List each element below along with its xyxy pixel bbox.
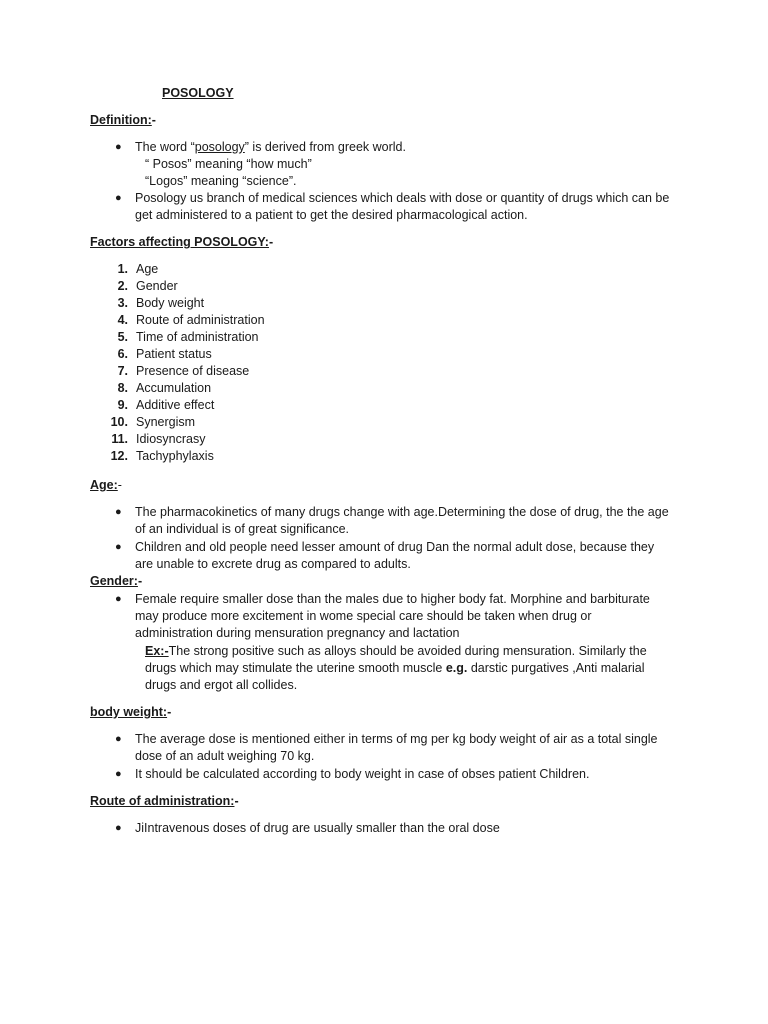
bullet-icon: ● (115, 541, 122, 553)
body-weight-b1-line2: dose of an adult weighing 70 kg. (135, 749, 315, 763)
gender-heading-text: Gender: (90, 574, 138, 588)
factors-heading-suffix: - (268, 235, 274, 249)
bullet-icon: ● (115, 593, 122, 605)
definition-b2-line2: get administered to a patient to get the desired pharmacological action. (135, 208, 528, 222)
logos-line: “Logos” meaning “science”. (145, 174, 297, 188)
definition-bullet-2 (0, 190, 768, 224)
gender-heading (90, 573, 142, 590)
list-item-text: Gender (136, 279, 178, 293)
list-item-text: Synergism (136, 415, 196, 429)
factors-heading (90, 234, 273, 251)
factors-list (0, 261, 768, 465)
list-item-number: 12. (110, 449, 128, 463)
list-item-number: 10. (110, 415, 128, 429)
age-heading-suffix: - (117, 478, 122, 492)
list-item-text: Body weight (136, 296, 205, 310)
age-heading-text: Age: (90, 478, 118, 492)
definition-b1-post: ” is derived from greek world. (244, 140, 406, 154)
body-weight-bullet-2 (0, 766, 768, 783)
age-b2-line1: Children and old people need lesser amount of drug Dan the normal adult dose, because they (135, 540, 655, 554)
posos-line: “ Posos” meaning “how much” (145, 157, 312, 171)
list-item-number: 2. (117, 279, 128, 293)
posology-underlined-word: posology (194, 140, 245, 154)
route-b1-line1: JiIntravenous doses of drug are usually smaller than the oral dose (135, 821, 500, 835)
list-item-text: Accumulation (136, 381, 212, 395)
list-item-text: Time of administration (136, 330, 259, 344)
page-title: POSOLOGY (162, 86, 234, 100)
list-item-text: Patient status (136, 347, 212, 361)
bullet-icon: ● (115, 733, 122, 745)
gender-b1-line1: Female require smaller dose than the males due to higher body fat. Morphine and barbiturate (135, 592, 650, 606)
bullet-icon: ● (115, 768, 122, 780)
gender-example-line1 (145, 643, 647, 660)
age-bullet-1 (0, 504, 768, 538)
bullet-icon: ● (115, 192, 122, 204)
body-weight-bullet-1 (0, 731, 768, 765)
list-item-text: Idiosyncrasy (136, 432, 206, 446)
age-b1-line2: of an individual is of great significance. (135, 522, 350, 536)
gender-example-line2 (145, 660, 645, 677)
body-weight-heading-text: body weight: (90, 705, 168, 719)
gender-example-line3: drugs and ergot all collides. (145, 678, 298, 692)
bullet-icon: ● (115, 822, 122, 834)
list-item-number: 4. (117, 313, 128, 327)
ex-label: Ex:- (145, 644, 169, 658)
ex-line2-post: darstic purgatives ,Anti malarial (467, 661, 645, 675)
gender-heading-suffix: - (137, 574, 143, 588)
list-item-number: 5. (117, 330, 128, 344)
list-item-number: 9. (117, 398, 128, 412)
ex-line2-pre: drugs which may stimulate the uterine smooth muscle (145, 661, 446, 675)
age-heading (90, 477, 122, 494)
bullet-icon: ● (115, 141, 122, 153)
definition-heading (90, 112, 156, 129)
list-item-text: Presence of disease (136, 364, 250, 378)
ex-line1-text: The strong positive such as alloys should be avoided during mensuration. Similarly the (168, 644, 647, 658)
list-item-number: 11. (111, 432, 128, 446)
factors-heading-text: Factors affecting POSOLOGY: (90, 235, 269, 249)
list-item-text: Additive effect (136, 398, 215, 412)
age-bullet-2 (0, 539, 768, 573)
age-b1-line1: The pharmacokinetics of many drugs change with age.Determining the dose of drug, the the age (135, 505, 669, 519)
list-item-number: 7. (117, 364, 128, 378)
body-weight-b1-line1: The average dose is mentioned either in terms of mg per kg body weight of air as a total single (135, 732, 658, 746)
definition-bullet-1-text (135, 139, 688, 156)
list-item-number: 1. (117, 262, 128, 276)
list-item-text: Age (136, 262, 159, 276)
gender-bullet-1 (0, 591, 768, 642)
definition-bullet-1 (0, 139, 768, 156)
list-item-number: 6. (117, 347, 128, 361)
age-b2-line2: are unable to excrete drug as compared to adults. (135, 557, 411, 571)
route-bullet-1 (0, 820, 768, 837)
list-item-number: 3. (117, 296, 128, 310)
gender-b1-line3: administration during mensuration pregnancy and lactation (135, 626, 460, 640)
list-item-text: Tachyphylaxis (136, 449, 214, 463)
route-heading (90, 793, 239, 810)
route-heading-text: Route of administration: (90, 794, 235, 808)
definition-heading-suffix: - (151, 113, 156, 127)
eg-label: e.g. (445, 661, 468, 675)
definition-b2-line1: Posology us branch of medical sciences which deals with dose or quantity of drugs which can be (135, 191, 670, 205)
gender-b1-line2: may produce more excitement in wome special care should be taken when drug or (135, 609, 592, 623)
list-item-number: 8. (117, 381, 128, 395)
route-heading-suffix: - (234, 794, 239, 808)
bullet-icon: ● (115, 506, 122, 518)
body-weight-heading-suffix: - (167, 705, 172, 719)
definition-b1-pre: The word “ (135, 140, 195, 154)
definition-heading-text: Definition: (90, 113, 152, 127)
list-item-text: Route of administration (136, 313, 265, 327)
body-weight-b2-line1: It should be calculated according to body weight in case of obses patient Children. (135, 767, 590, 781)
body-weight-heading (90, 704, 171, 721)
